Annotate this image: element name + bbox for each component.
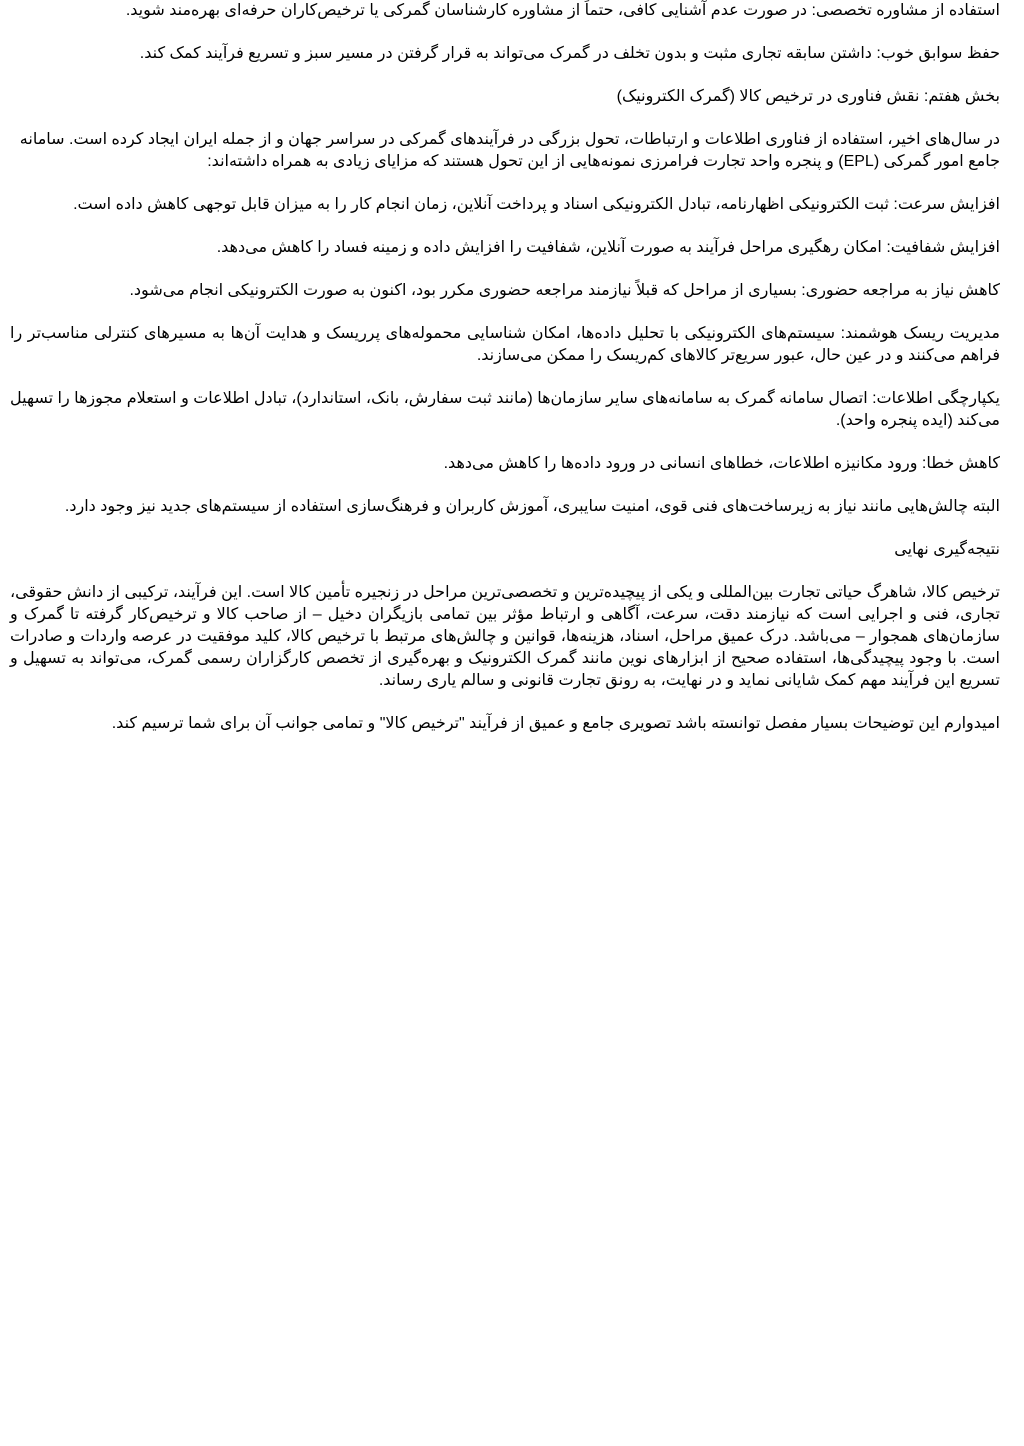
paragraph-in-person: کاهش نیاز به مراجعه حضوری: بسیاری از مراحل که قبلاً نیازمند مراجعه حضوری مکرر بود، اکنون به صورت الکترونیکی انجام می‌شود. (129, 282, 1000, 299)
paragraph-challenges: البته چالش‌هایی مانند نیاز به زیرساخت‌های فنی قوی، امنیت سایبری، آموزش کاربران و فرهنگ‌سازی استفاده از سیستم‌های جدید نیز وجود دارد. (64, 498, 1000, 515)
paragraph-technology-intro: در سال‌های اخیر، استفاده از فناوری اطلاعات و ارتباطات، تحول بزرگی در فرآیندهای گمرکی در سراسر جهان و از جمله ایران ایجاد کرده است. سامانه جامع امور گمرکی (EPL) و پنجره واحد تجارت فرامرزی نمونه‌هایی از این تحول هستند که مزایای زیادی به همراه داشته‌اند: (19, 131, 1000, 170)
paragraph-conclusion: ترخیص کالا، شاهرگ حیاتی تجارت بین‌المللی و یکی از پیچیده‌ترین و تخصصی‌ترین مراحل در زنجیره تأمین کالا است. این فرآیند، ترکیبی از دانش حقوقی، تجاری، فنی و اجرایی است که نیازمند دقت، سرعت، آگاهی و ارتباط مؤثر بین تمامی بازیگران دخیل – از صاحب کالا و ترخیص‌کار گرفته تا گمرک و سازمان‌های همجوار – می‌باشد. درک عمیق مراحل، اسناد، هزینه‌ها، قوانین و چالش‌های مرتبط با ترخیص کالا، کلید موفقیت در عرصه واردات و صادرات است. با وجود پیچیدگی‌ها، استفاده صحیح از ابزارهای نوین مانند گمرک الکترونیک و بهره‌گیری از تخصص کارگزاران رسمی گمرک، می‌تواند به تسهیل و تسریع این فرآیند مهم کمک شایانی نماید و در نهایت، به رونق تجارت قانونی و سالم یاری رساند. (10, 584, 1001, 689)
section-heading-technology: بخش هفتم: نقش فناوری در ترخیص کالا (گمرک الکترونیک) (616, 88, 1000, 105)
paragraph-risk-management: مدیریت ریسک هوشمند: سیستم‌های الکترونیکی با تحلیل داده‌ها، امکان شناسایی محموله‌های پرریسک و هدایت آن‌ها به مسیرهای کنترلی مناسب‌تر را فراهم می‌کنند و در عین حال، عبور سریع‌تر کالاهای کم‌ریسک را ممکن می‌سازند. (10, 325, 1000, 364)
paragraph-error-reduction: کاهش خطا: ورود مکانیزه اطلاعات، خطاهای انسانی در ورود داده‌ها را کاهش می‌دهد. (443, 455, 1000, 472)
paragraph-expert-consultation: استفاده از مشاوره تخصصی: در صورت عدم آشنایی کافی، حتماً از مشاوره کارشناسان گمرکی یا ترخیص‌کاران حرفه‌ای بهره‌مند شوید. (125, 2, 1000, 19)
paragraph-closing: امیدوارم این توضیحات بسیار مفصل توانسته باشد تصویری جامع و عمیق از فرآیند "ترخیص کالا" و تمامی جوانب آن برای شما ترسیم کند. (111, 715, 1000, 732)
paragraph-transparency: افزایش شفافیت: امکان رهگیری مراحل فرآیند به صورت آنلاین، شفافیت را افزایش داده و زمینه فساد را کاهش می‌دهد. (216, 239, 1000, 256)
paragraph-integration: یکپارچگی اطلاعات: اتصال سامانه گمرک به سامانه‌های سایر سازمان‌ها (مانند ثبت سفارش، بانک، استاندارد)، تبادل اطلاعات و استعلام مجوزها را تسهیل می‌کند (ایده پنجره واحد). (10, 390, 1000, 429)
paragraph-good-records: حفظ سوابق خوب: داشتن سابقه تجاری مثبت و بدون تخلف در گمرک می‌تواند به قرار گرفتن در مسیر سبز و تسریع فرآیند کمک کند. (139, 45, 1000, 62)
paragraph-speed: افزایش سرعت: ثبت الکترونیکی اظهارنامه، تبادل الکترونیکی اسناد و پرداخت آنلاین، زمان انجام کار را به میزان قابل توجهی کاهش داده است. (73, 196, 1000, 213)
section-heading-conclusion: نتیجه‌گیری نهایی (894, 541, 1000, 558)
